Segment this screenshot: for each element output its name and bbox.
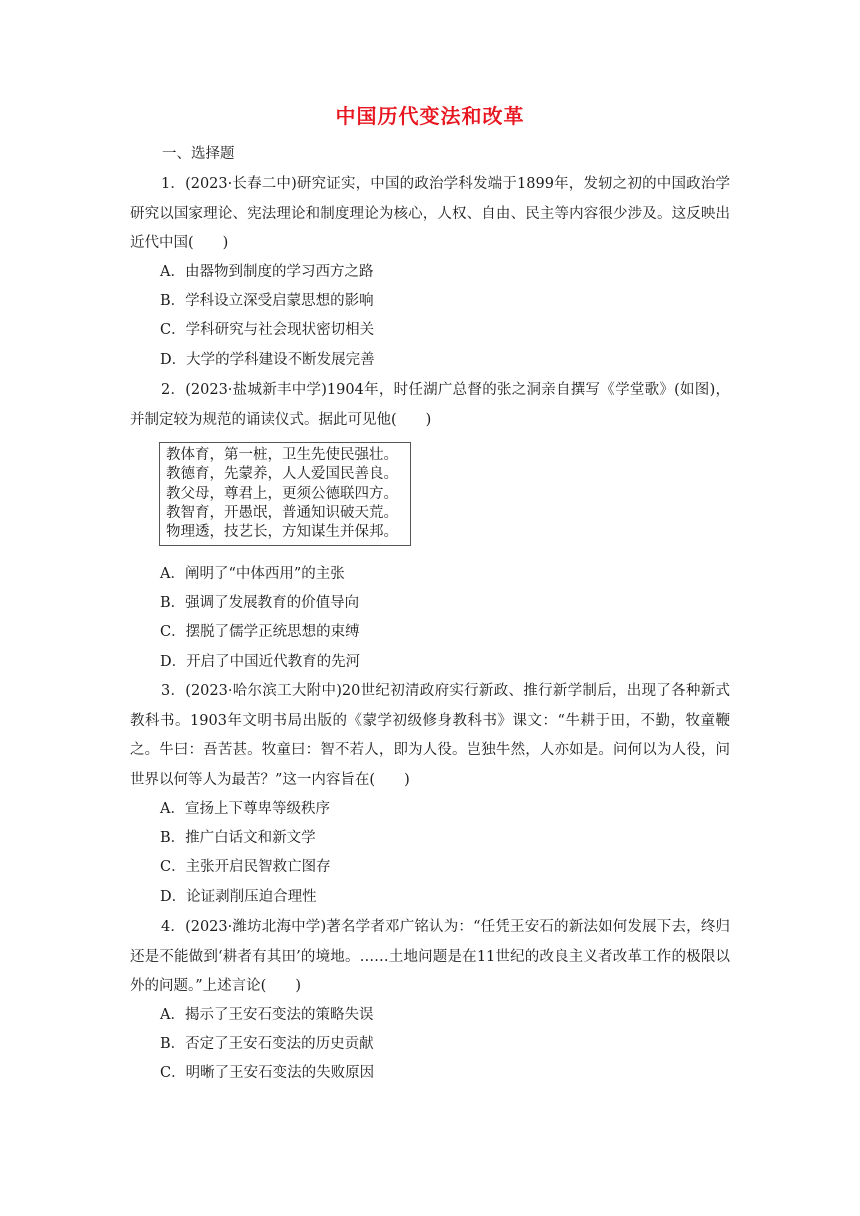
- question-2-stem: 2．(2023·盐城新丰中学)1904年，时任湖广总督的张之洞亲自撰写《学堂歌》(如图)，并制定较为规范的诵读仪式。据此可见他( ): [130, 382, 730, 428]
- question-1-option-b: B．学科设立深受启蒙思想的影响: [160, 293, 374, 309]
- poem-line: 教德育，先蒙养，人人爱国民善良。: [166, 466, 398, 483]
- question-3-stem: 3．(2023·哈尔滨工大附中)20世纪初清政府实行新政、推行新学制后，出现了各种新式教科书。1903年文明书局出版的《蒙学初级修身教科书》课文：“牛耕于田，不勤，牧童鞭之。牛曰：吾苦甚。牧童曰：智不若人，即为人役。岂独牛然，人亦如是。问何以为人役，问世界以何等人为最苦？”这一内容旨在( ): [130, 683, 730, 788]
- question-2-option-b: B．强调了发展教育的价值导向: [160, 595, 360, 611]
- question-4-option-c: C．明晰了王安石变法的失败原因: [160, 1065, 375, 1081]
- poem-line: 教体育，第一桩，卫生先使民强壮。: [166, 447, 398, 463]
- question-4-option-a: A．揭示了王安石变法的策略失误: [160, 1007, 374, 1023]
- question-3-option-a: A．宣扬上下尊卑等级秩序: [160, 801, 330, 817]
- question-3-option-c: C．主张开启民智救亡图存: [160, 859, 331, 875]
- question-2-option-c: C．摆脱了儒学正统思想的束缚: [160, 624, 360, 640]
- poem-box: [159, 442, 411, 546]
- question-2-option-a: A．阐明了“中体西用”的主张: [160, 566, 345, 582]
- question-1-option-c: C．学科研究与社会现状密切相关: [160, 322, 375, 338]
- question-4-option-b: B．否定了王安石变法的历史贡献: [160, 1036, 374, 1052]
- poem-line: 物理透，技艺长，方知谋生并保邦。: [166, 524, 398, 541]
- poem-line: 教智育，开愚氓，普通知识破天荒。: [166, 504, 398, 521]
- question-1-stem: 1．(2023·长春二中)研究证实，中国的政治学科发端于1899年，发轫之初的中国政治学研究以国家理论、宪法理论和制度理论为核心，人权、自由、民主等内容很少涉及。这反映出近代中国( ): [130, 176, 730, 251]
- question-4-stem: 4．(2023·潍坊北海中学)著名学者邓广铭认为：“任凭王安石的新法如何发展下去，终归还是不能做到‘耕者有其田’的境地。……土地问题是在11世纪的改良主义者改革工作的极限以外的问题。”上述言论( ): [130, 919, 730, 994]
- section-heading: 一、选择题: [162, 146, 235, 162]
- question-1-option-a: A．由器物到制度的学习西方之路: [160, 264, 374, 280]
- question-2-option-d: D．开启了中国近代教育的先河: [160, 654, 361, 670]
- question-1-option-d: D．大学的学科建设不断发展完善: [160, 352, 375, 368]
- poem-line: 教父母，尊君上，更须公德联四方。: [166, 485, 398, 502]
- question-3-option-d: D．论证剥削压迫合理性: [160, 889, 317, 905]
- question-3-option-b: B．推广白话文和新文学: [160, 830, 316, 846]
- document-title: 中国历代变法和改革: [335, 104, 525, 128]
